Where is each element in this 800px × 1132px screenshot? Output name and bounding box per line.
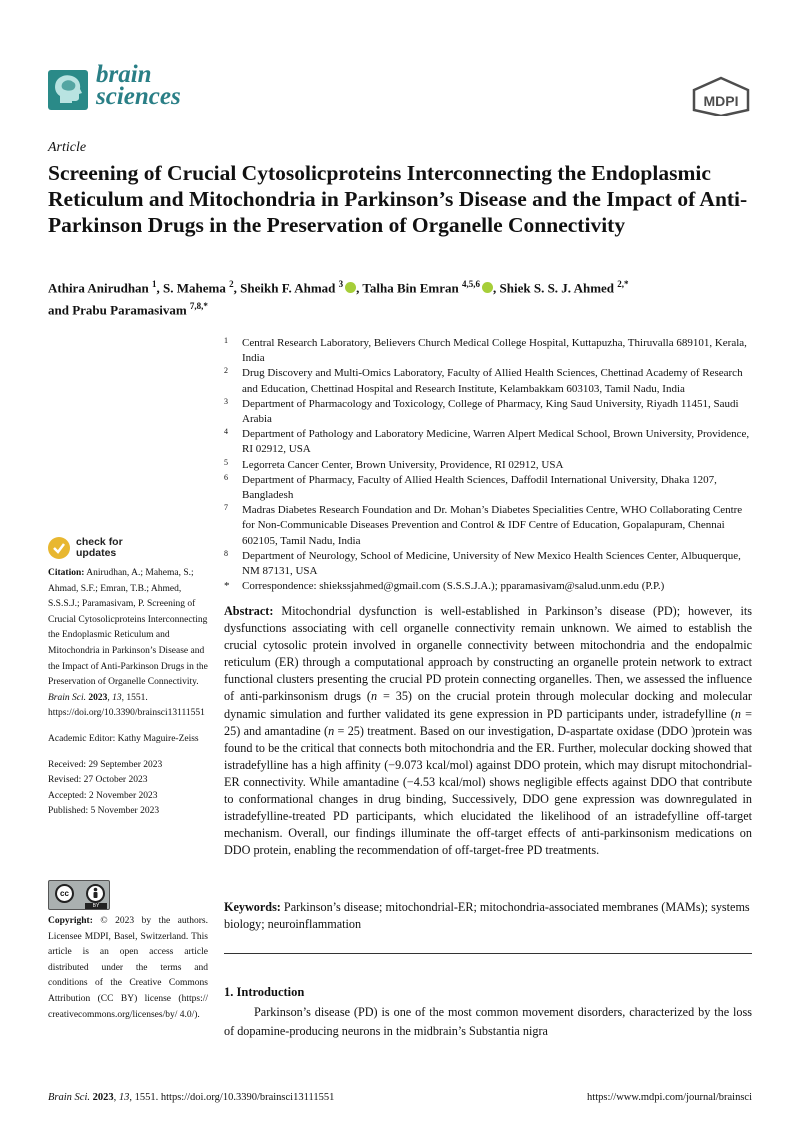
date-accepted: Accepted: 2 November 2023 bbox=[48, 790, 158, 801]
abstract-p1: Mitochondrial dysfunction is well-established in Parkinson’s disease (PD); however, its dysfunctions associating with cell organelle connectivity remain unknown. We aimed to establish the crucial cytosolic protein involved in organelle connectivity between mitochondria and the endopalmic reticulum (ER) through a computational approach by constructing an organelle protein network to extract functional clusters presenting the crucial PD protein connecting organelles. Then, we assessed the influence of anti-parkinsonism drugs ( bbox=[224, 604, 753, 704]
journal-name-line2: sciences bbox=[96, 83, 181, 110]
section-divider bbox=[224, 953, 752, 954]
author-affiliation-sup: 2,* bbox=[617, 279, 629, 289]
affiliation-item bbox=[224, 427, 754, 457]
affiliation-number: 2 bbox=[224, 366, 228, 376]
author-name: Sheikh F. Ahmad bbox=[240, 280, 336, 296]
author-name: Talha Bin Emran bbox=[362, 280, 459, 296]
mdpi-logo-icon bbox=[690, 76, 752, 116]
abstract-n-3: n bbox=[328, 723, 335, 738]
check-for-updates-badge[interactable] bbox=[48, 537, 178, 561]
abstract-p4: = 25) treatment. Based on our investigation, D-aspartate oxidase (DDO )protein was found to be the critical that connects both mitochondria and the ER. Further, molecular docking showed that istradefylline has a high affinity (−9.073 kcal/mol) against DDO protein, which may disrupt mitochondrial-ER connectivity. While amantadine (−4.53 kcal/mol) shows negligible effects against DDO that contribute to conformational changes in drug binding, Successively, DDO gene expression was downregulated in istradefylline-treated PD participants, which elucidated the likelihood of an istradefylline off-target mechanism. Overall, our findings illuminate the off-target effects of anti-parkinsonism medications on DDO protein, enabling the recommendation of off-target-free PD treatments. bbox=[224, 723, 752, 858]
journal-logo bbox=[48, 70, 88, 110]
orcid-icon[interactable] bbox=[482, 282, 493, 293]
footer-journal: Brain Sci. bbox=[48, 1092, 90, 1103]
citation: Citation: Anirudhan, A.; Mahema, S.; Ahmad, S.F.; Emran, T.B.; Ahmed, S.S.S.J.; Paramasivam, P. Screening of Crucial Cytosolicproteins Interconnecting the Endoplasmic Reticulum and Mitochondria in Parkinson’s Disease and the Impact of Anti-Parkinson Drugs in the Preservation of Organelle Connectivity. Brain Sci. 2023, 13, 1551. https://doi.org/10.3390/brainsci13111551 bbox=[48, 568, 208, 719]
copyright-notice bbox=[48, 914, 208, 1023]
affiliation-text: Department of Pharmacy, Faculty of Allied Health Sciences, Daffodil International University, Dhaka 1207, Bangladesh bbox=[242, 473, 717, 502]
date-revised: Revised: 27 October 2023 bbox=[48, 775, 148, 786]
affiliation-item bbox=[224, 397, 754, 427]
citation-journal: Brain Sci. bbox=[48, 692, 86, 703]
publisher-logo-text: MDPI bbox=[703, 93, 739, 109]
author-affiliation-sup: 3 bbox=[338, 279, 344, 289]
citation-year: 2023 bbox=[88, 692, 108, 703]
introduction-text: Parkinson’s disease (PD) is one of the most common movement disorders, characterized by the loss of dopamine-producing neurons in the midbrain’s Substantia nigra bbox=[224, 1005, 752, 1038]
author-separator: , bbox=[233, 280, 241, 296]
citation-volume: 13 bbox=[112, 692, 122, 703]
citation-text: Anirudhan, A.; Mahema, S.; Ahmad, S.F.; Emran, T.B.; Ahmed, S.S.S.J.; Paramasivam, P. Screening of Crucial Cytosolicproteins Interconnecting the Endoplasmic Reticulum and Mitochondria in Parkinson’s Disease and the Impact of Anti-Parkinson Drugs in the Preservation of Organelle Connectivity. bbox=[48, 568, 208, 688]
head-brain-icon bbox=[48, 70, 88, 110]
journal-name-line1: brain bbox=[96, 61, 152, 88]
journal-name bbox=[96, 61, 181, 110]
abstract bbox=[224, 603, 752, 859]
affiliation-item bbox=[224, 366, 754, 396]
author-affiliation-sup: 7,8,* bbox=[189, 301, 208, 312]
introduction-heading: 1. Introduction bbox=[224, 985, 305, 999]
date-received: Received: 29 September 2023 bbox=[48, 759, 163, 770]
academic-editor: Academic Editor: Kathy Maguire-Zeiss bbox=[48, 733, 199, 744]
affiliation-text: Department of Pharmacology and Toxicology, College of Pharmacy, King Saud University, Riyadh 11451, Saudi Arabia bbox=[242, 397, 739, 426]
orcid-icon[interactable] bbox=[345, 282, 356, 293]
article-sidebar bbox=[48, 566, 208, 820]
correspondence bbox=[224, 579, 754, 594]
footer-volume: 13 bbox=[118, 1092, 130, 1103]
author-separator: , bbox=[493, 280, 500, 296]
footer-journal-url[interactable]: https://www.mdpi.com/journal/brainsci bbox=[587, 1092, 752, 1103]
author-affiliation-sup: 4,5,6 bbox=[462, 279, 481, 289]
abstract-n-1: n bbox=[370, 689, 378, 704]
article-type: Article bbox=[48, 140, 87, 155]
affiliation-text: Madras Diabetes Research Foundation and Dr. Mohan’s Diabetes Specialities Centre, WHO Collaborating Centre for Non-Communicable Diseases Prevention and Control & IDF Centre of Education, Gopalapuram, Chennai 602105, Tamil Nadu, India bbox=[242, 504, 743, 547]
check-updates-line2: updates bbox=[76, 547, 117, 559]
footer-year: 2023 bbox=[92, 1092, 114, 1103]
author-separator: , bbox=[156, 280, 164, 296]
author-name: Athira Anirudhan bbox=[48, 280, 149, 296]
affiliation-text: Drug Discovery and Multi-Omics Laboratory, Faculty of Allied Health Sciences, Chettinad Academy of Research and Education, Chettinad Hospital and Research Institute, Kelambakkam 603103, Tamil Nadu, India bbox=[242, 367, 743, 395]
article-title: Screening of Crucial Cytosolicproteins Interconnecting the Endoplasmic Reticulum and Mitochondria in Parkinson’s Disease and the Impact of Anti-Parkinson Drugs in the Preservation of Organelle Connectivity bbox=[48, 161, 748, 237]
keywords-label: Keywords: bbox=[224, 900, 281, 914]
check-updates-line1: check for bbox=[76, 536, 123, 548]
author-separator: , bbox=[356, 280, 363, 296]
copyright-label: Copyright: bbox=[48, 916, 93, 926]
affiliation-number: 5 bbox=[224, 457, 228, 467]
author-name: and Prabu Paramasivam bbox=[48, 302, 187, 318]
affiliation-item bbox=[224, 336, 754, 366]
copyright-text: © 2023 by the authors. Licensee MDPI, Basel, Switzerland. This article is an open access article distributed under the terms and conditions of the Creative Commons Attribution (CC BY) license (https:// creativecommons.org/licenses/by/ 4.0/). bbox=[48, 916, 209, 1020]
keywords-text: Parkinson’s disease; mitochondrial-ER; mitochondria-associated membranes (MAMs); systems biology; neuroinflammation bbox=[224, 900, 750, 932]
affiliation-number: 1 bbox=[224, 336, 228, 345]
footer-citation: Brain Sci. 2023, 13, 1551. https://doi.org/10.3390/brainsci13111551 bbox=[48, 1092, 335, 1103]
affiliation-text: Department of Pathology and Laboratory Medicine, Warren Alpert Medical School, Brown University, Providence, RI 02912, USA bbox=[242, 428, 750, 456]
affiliation-text: Department of Neurology, School of Medicine, University of New Mexico Health Sciences Center, Albuquerque, NM 87131, USA bbox=[242, 549, 741, 578]
author-list bbox=[48, 275, 752, 320]
affiliation-number: 3 bbox=[224, 396, 228, 406]
keywords bbox=[224, 899, 752, 933]
affiliation-number: 4 bbox=[224, 427, 228, 437]
abstract-p2: = 35) on the crucial protein through molecular docking and molecular dynamic simulation and further validated its gene expression in PD participants under, istradefylline ( bbox=[224, 689, 752, 721]
affiliation-item bbox=[224, 458, 754, 473]
cc-by-label: BY bbox=[85, 903, 107, 909]
affiliation-number: 6 bbox=[224, 472, 228, 482]
publisher-logo bbox=[690, 76, 752, 116]
affiliation-item bbox=[224, 473, 754, 503]
cc-by-license-badge[interactable] bbox=[48, 880, 110, 910]
abstract-label: Abstract: bbox=[224, 604, 274, 618]
correspondence-text: Correspondence: shiekssjahmed@gmail.com (S.S.S.J.A.); pparamasivam@salud.unm.edu (P.P.) bbox=[242, 580, 665, 593]
attribution-person-icon bbox=[86, 884, 105, 903]
cc-icon: cc bbox=[55, 884, 74, 903]
footer-doi[interactable]: , 1551. https://doi.org/10.3390/brainsci13111551 bbox=[129, 1092, 335, 1103]
author-name: S. Mahema bbox=[163, 280, 226, 296]
affiliation-number: 7 bbox=[224, 503, 228, 513]
affiliation-item bbox=[224, 503, 754, 549]
citation-doi[interactable]: , 1551. https://doi.org/10.3390/brainsci13111551 bbox=[48, 692, 205, 719]
date-published: Published: 5 November 2023 bbox=[48, 806, 160, 817]
affiliation-number: 8 bbox=[224, 548, 228, 558]
correspondence-mark: * bbox=[224, 580, 230, 593]
abstract-p3: = 25) and amantadine ( bbox=[224, 706, 753, 738]
check-updates-icon bbox=[48, 537, 70, 559]
author-name: Shiek S. S. J. Ahmed bbox=[499, 280, 615, 296]
author-affiliation-sup: 1 bbox=[152, 279, 157, 289]
affiliation-text: Central Research Laboratory, Believers Church Medical College Hospital, Kuttapuzha, Thiruvalla 689101, Kerala, India bbox=[242, 337, 747, 365]
affiliation-list bbox=[224, 336, 754, 594]
author-affiliation-sup: 2 bbox=[229, 279, 234, 289]
citation-label: Citation: bbox=[48, 568, 85, 578]
affiliation-text: Legorreta Cancer Center, Brown University, Providence, RI 02912, USA bbox=[242, 458, 564, 471]
abstract-n-2: n bbox=[734, 706, 741, 721]
affiliation-item bbox=[224, 549, 754, 579]
